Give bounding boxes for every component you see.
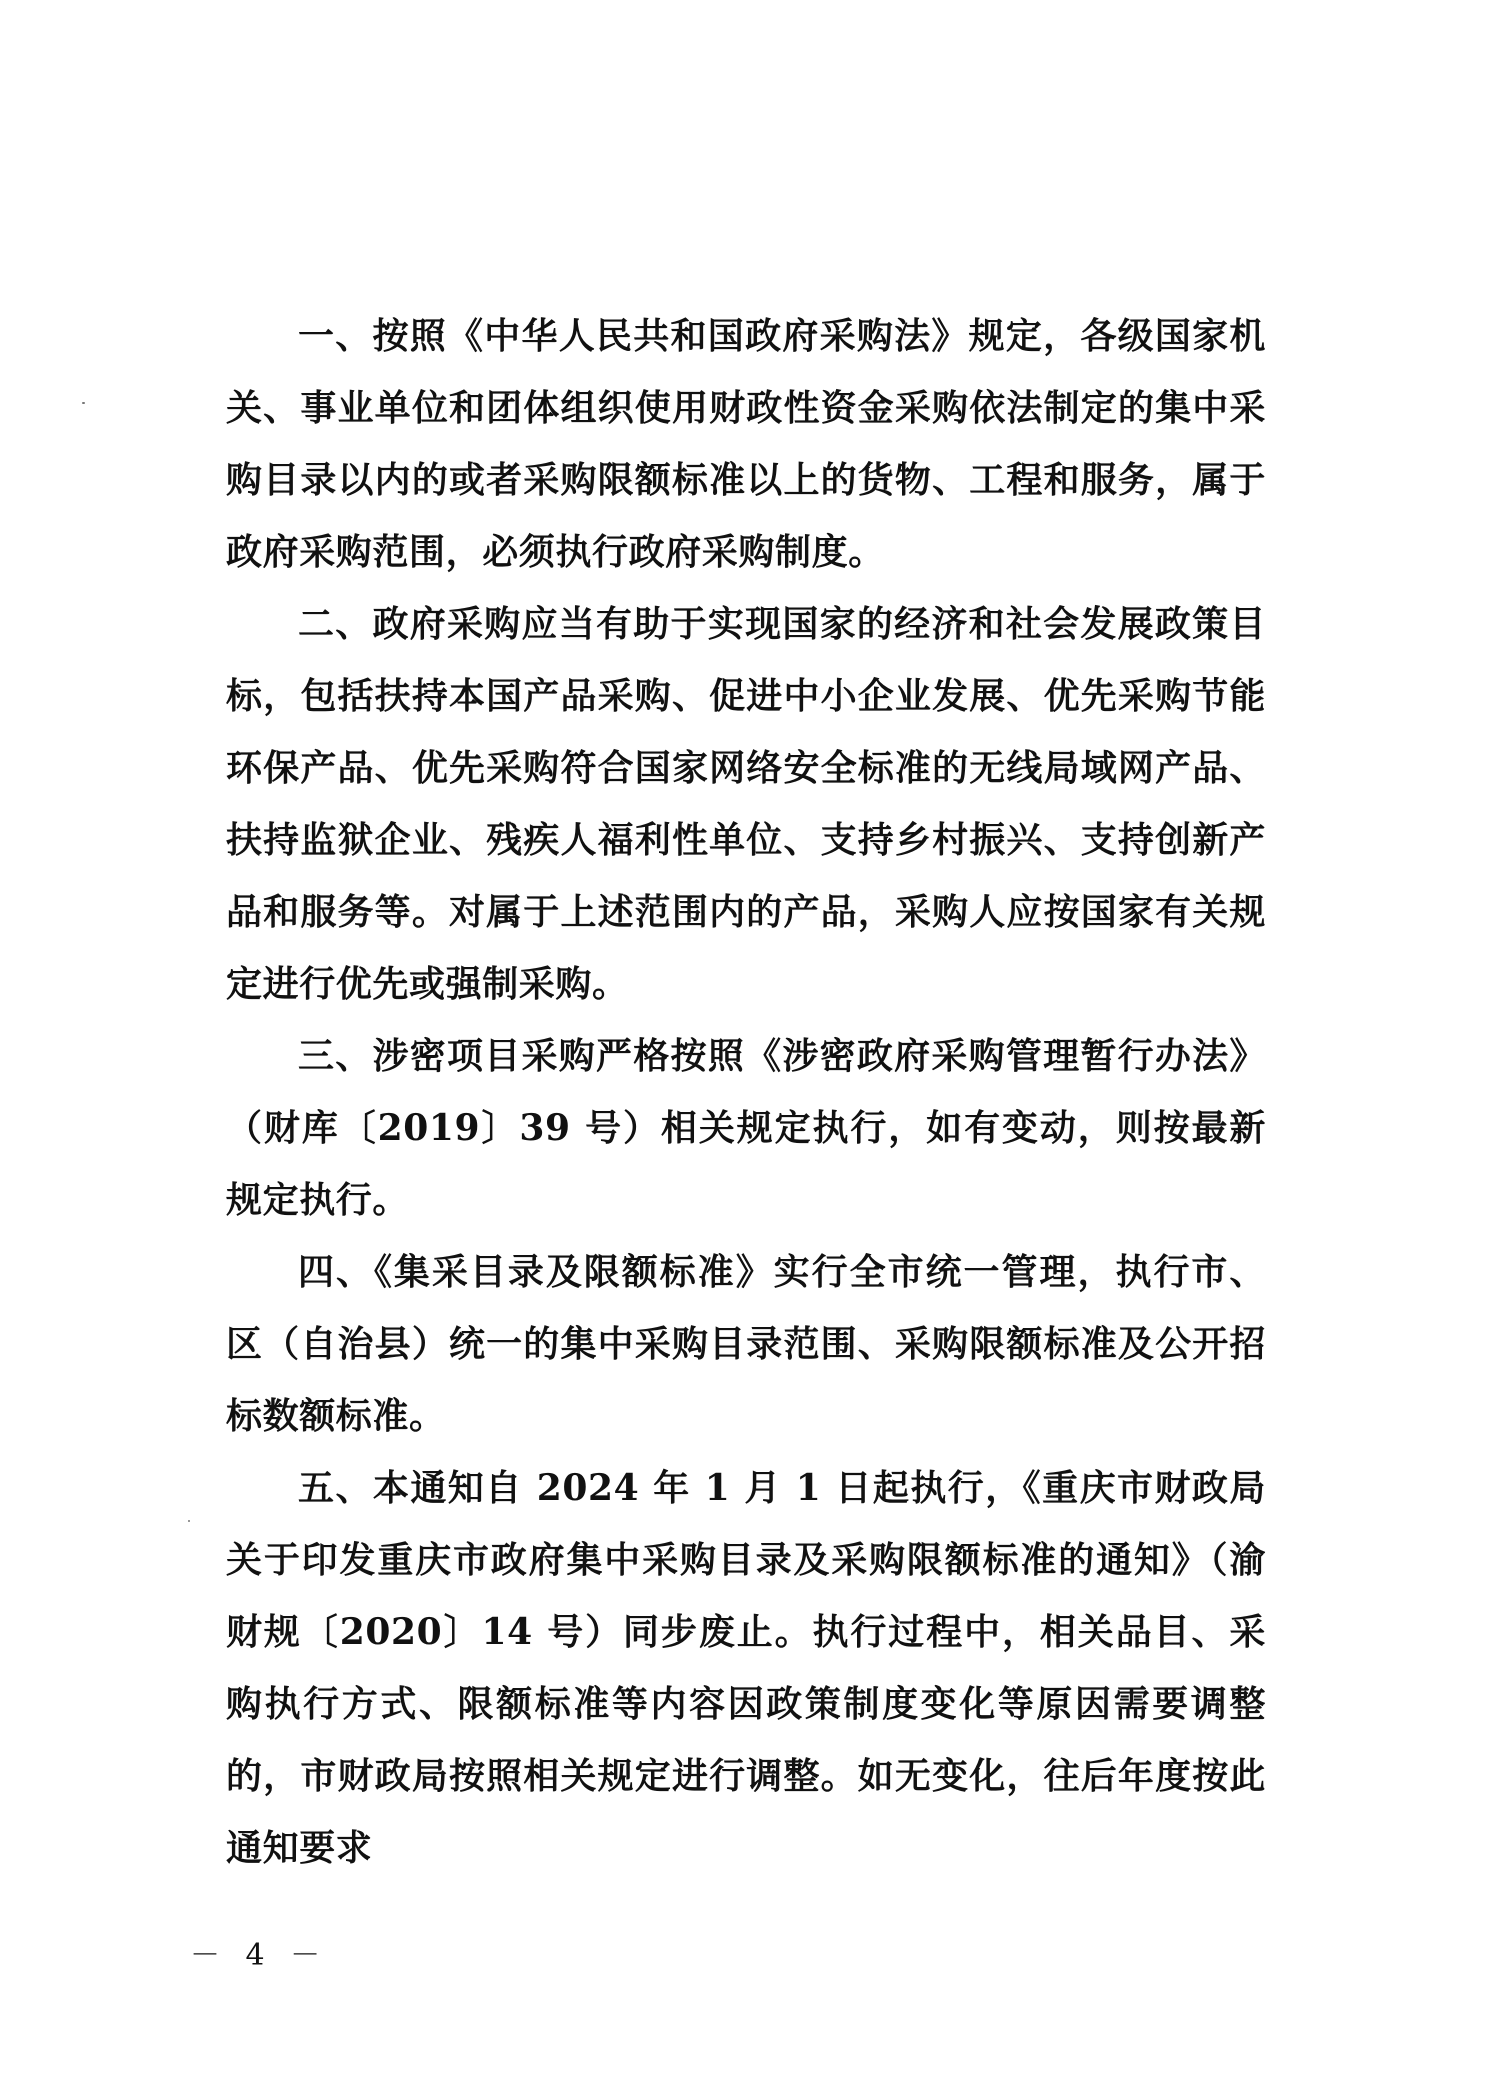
scan-speck — [188, 1520, 190, 1522]
paragraph-1: 一、按照《中华人民共和国政府采购法》规定，各级国家机关、事业单位和团体组织使用财政性资金采购依法制定的集中采购目录以内的或者采购限额标准以上的货物、工程和服务，属于政府采购范围，必须执行政府采购制度。 — [226, 315, 1266, 573]
paragraph-4: 四、《集采目录及限额标准》实行全市统一管理，执行市、区（自治县）统一的集中采购目录范围、采购限额标准及公开招标数额标准。 — [226, 1251, 1266, 1437]
paragraph-2: 二、政府采购应当有助于实现国家的经济和社会发展政策目标，包括扶持本国产品采购、促进中小企业发展、优先采购节能环保产品、优先采购符合国家网络安全标准的无线局域网产品、扶持监狱企业、残疾人福利性单位、支持乡村振兴、支持创新产品和服务等。对属于上述范围内的产品，采购人应按国家有关规定进行优先或强制采购。 — [226, 603, 1266, 1005]
scan-speck — [82, 402, 85, 404]
page-number: － 4 － — [190, 1938, 329, 1973]
body-text — [226, 300, 1266, 1884]
paragraph-5: 五、本通知自 2024 年 1 月 1 日起执行，《重庆市财政局关于印发重庆市政府集中采购目录及采购限额标准的通知》（渝财规〔2020〕14 号）同步废止。执行过程中，相关品目、采购执行方式、限额标准等内容因政策制度变化等原因需要调整的，市财政局按照相关规定进行调整。如无变化，往后年度按此通知要求 — [226, 1467, 1266, 1869]
paragraph-3: 三、涉密项目采购严格按照《涉密政府采购管理暂行办法》（财库〔2019〕39 号）相关规定执行，如有变动，则按最新规定执行。 — [226, 1035, 1266, 1221]
